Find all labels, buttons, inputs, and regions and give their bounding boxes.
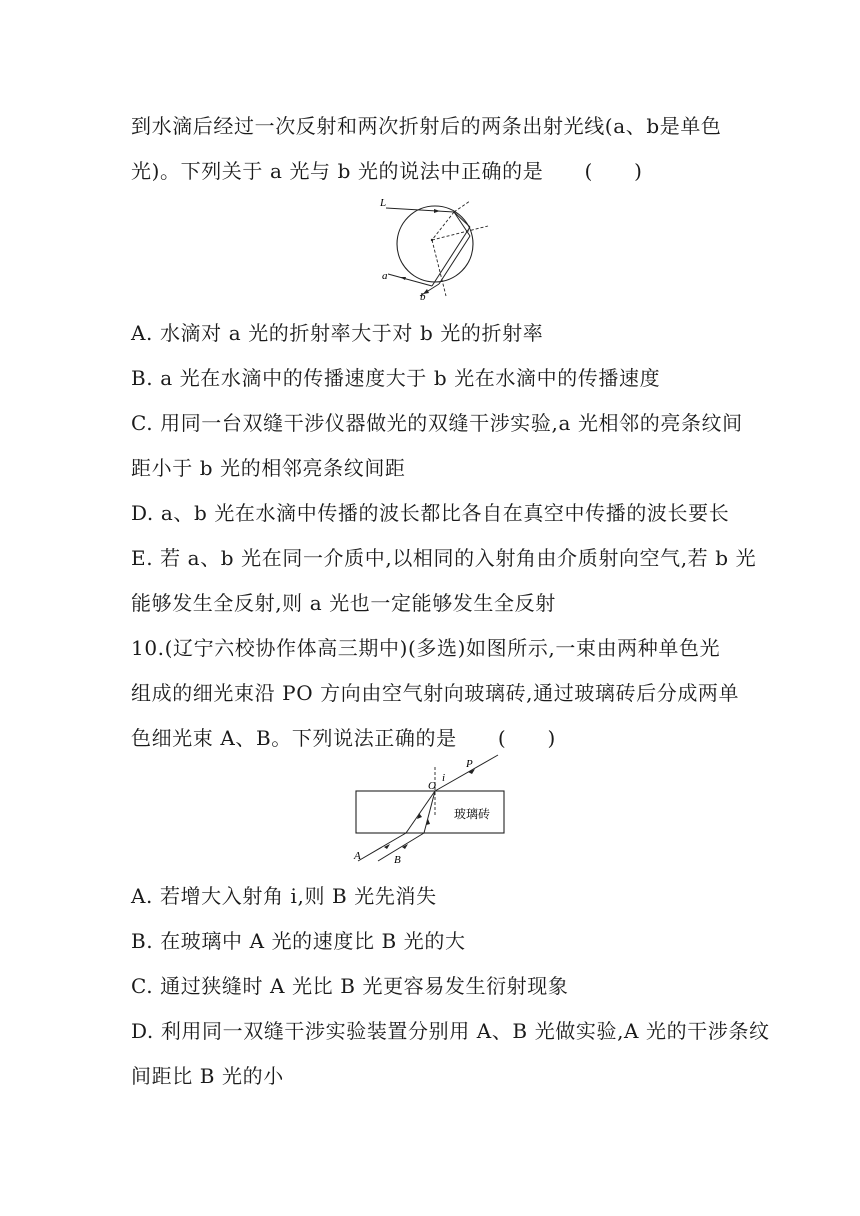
label-a: a (382, 270, 388, 282)
q10-stem-line2: 组成的细光束沿 PO 方向由空气射向玻璃砖,通过玻璃砖后分成两单 (131, 681, 740, 705)
q9-option-b: B. a 光在水滴中的传播速度大于 b 光在水滴中的传播速度 (131, 366, 661, 390)
label-A: A (354, 850, 361, 862)
q9-stem-line2: 光)。下列关于 a 光与 b 光的说法中正确的是 ( ) (131, 159, 643, 183)
q9-option-e-line2: 能够发生全反射,则 a 光也一定能够发生全反射 (131, 591, 556, 615)
q10-option-b: B. 在玻璃中 A 光的速度比 B 光的大 (131, 929, 466, 953)
q9-stem-line1: 到水滴后经过一次反射和两次折射后的两条出射光线(a、b是单色 (131, 114, 722, 138)
label-O: O (428, 780, 436, 792)
q9-option-c-line2: 距小于 b 光的相邻亮条纹间距 (131, 456, 406, 480)
q10-option-a: A. 若增大入射角 i,则 B 光先消失 (131, 884, 437, 908)
q10-option-c: C. 通过狭缝时 A 光比 B 光更容易发生衍射现象 (131, 974, 569, 998)
label-glass-brick: 玻璃砖 (454, 807, 491, 821)
q10-stem-line3: 色细光束 A、B。下列说法正确的是 ( ) (131, 726, 556, 750)
q9-option-d: D. a、b 光在水滴中传播的波长都比各自在真空中传播的波长要长 (131, 501, 730, 525)
exit-ray-a (388, 274, 432, 286)
label-L: L (380, 197, 387, 209)
label-b: b (420, 291, 426, 302)
label-B: B (394, 854, 401, 866)
q9-option-a: A. 水滴对 a 光的折射率大于对 b 光的折射率 (131, 321, 544, 345)
label-i: i (442, 772, 446, 784)
q9-option-c-line1: C. 用同一台双缝干涉仪器做光的双缝干涉实验,a 光相邻的亮条纹间 (131, 411, 743, 435)
glass-brick-figure (348, 753, 516, 871)
label-P: P (466, 758, 473, 770)
q10-stem-line1: 10.(辽宁六校协作体高三期中)(多选)如图所示,一束由两种单色光 (131, 636, 721, 660)
q10-option-d-line1: D. 利用同一双缝干涉实验装置分别用 A、B 光做实验,A 光的干涉条纹 (131, 1019, 770, 1043)
water-drop-circle (397, 206, 473, 282)
q10-option-d-line2: 间距比 B 光的小 (131, 1064, 284, 1088)
q9-option-e-line1: E. 若 a、b 光在同一介质中,以相同的入射角由介质射向空气,若 b 光 (131, 546, 757, 570)
water-drop-figure (370, 196, 490, 302)
